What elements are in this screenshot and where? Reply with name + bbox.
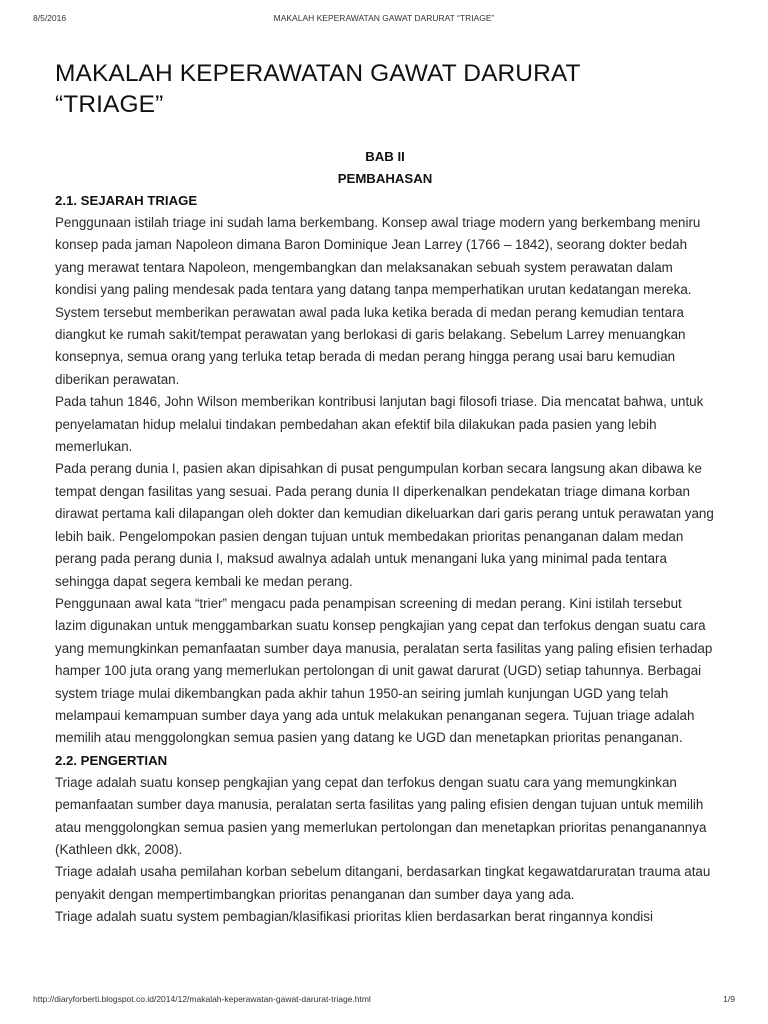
paragraph: Pada tahun 1846, John Wilson memberikan kontribusi lanjutan bagi filosofi triase. Dia mencatat bahwa, untuk penyelamatan hidup melalui tindakan pembedahan akan efektif bila dilakukan pada pasien yang lebih memerlukan.	[55, 394, 704, 455]
document-title-line1: MAKALAH KEPERAWATAN GAWAT DARURAT	[55, 60, 581, 87]
print-page-title: MAKALAH KEPERAWATAN GAWAT DARURAT “TRIAGE”	[273, 13, 495, 23]
print-url: http://diaryforberti.blogspot.co.id/2014/12/makalah-keperawatan-gawat-darurat-triage.html	[33, 994, 371, 1004]
section-heading-pengertian: 2.2. PENGERTIAN	[55, 752, 168, 768]
chapter-title: PEMBAHASAN	[337, 171, 433, 186]
paragraph: Triage adalah suatu system pembagian/klasifikasi prioritas klien berdasarkan berat ringannya kondisi	[55, 909, 653, 925]
print-date: 8/5/2016	[33, 13, 67, 23]
paragraph: Triage adalah usaha pemilahan korban sebelum ditangani, berdasarkan tingkat kegawatdaruratan trauma atau penyakit dengan mempertimbangkan prioritas penanganan dan sumber daya yang ada.	[55, 864, 711, 902]
paragraph: Pada perang dunia I, pasien akan dipisahkan di pusat pengumpulan korban secara langsung akan dibawa ke tempat dengan fasilitas yang sesuai. Pada perang dunia II diperkenalkan pendekatan triage dimana korban dirawat pertama kali dilapangan oleh dokter dan kemudian dikeluarkan dari garis perang untuk perawatan yang lebih baik. Pengelompokan pasien dengan tujuan untuk membedakan prioritas penanganan dalam medan perang pada perang dunia I, maksud awalnya adalah untuk menangani luka yang minimal pada tentara sehingga dapat segera kembali ke medan perang.	[55, 461, 714, 589]
paragraph: Penggunaan istilah triage ini sudah lama berkembang. Konsep awal triage modern yang berkembang meniru konsep pada jaman Napoleon dimana Baron Dominique Jean Larrey (1766 – 1842), seorang dokter bedah yang merawat tentara Napoleon, mengembangkan dan melaksanakan sebuah system perawatan dalam kondisi yang paling mendesak pada tentara yang datang tanpa memperhatikan urutan kedatangan mereka. System tersebut memberikan perawatan awal pada luka ketika berada di medan perang kemudian tentara diangkut ke rumah sakit/tempat perawatan yang berlokasi di garis belakang. Sebelum Larrey menuangkan konsepnya, semua orang yang terluka tetap berada di medan perang hingga perang usai baru kemudian diberikan perawatan.	[55, 215, 701, 387]
document-body	[55, 58, 715, 929]
document-title-line2: “TRIAGE”	[55, 91, 164, 118]
chapter-label: BAB II	[365, 149, 405, 164]
paragraph: Penggunaan awal kata “trier” mengacu pada penampisan screening di medan perang. Kini istilah tersebut lazim digunakan untuk menggambarkan suatu konsep pengkajian yang cepat dan terfokus dengan suatu cara yang memungkinkan pemanfaatan sumber daya manusia, peralatan serta fasilitas yang paling efisien terhadap hamper 100 juta orang yang memerlukan pertolongan di unit gawat darurat (UGD) setiap tahunnya. Berbagai system triage mulai dikembangkan pada akhir tahun 1950-an seiring jumlah kunjungan UGD yang telah melampaui kemampuan sumber daya yang ada untuk melakukan penanganan segera. Tujuan triage adalah memilih atau menggolongkan semua pasien yang datang ke UGD dan menetapkan prioritas penanganan.	[55, 595, 713, 746]
section-heading-sejarah: 2.1. SEJARAH TRIAGE	[55, 193, 198, 208]
paragraph: Triage adalah suatu konsep pengkajian yang cepat dan terfokus dengan suatu cara yang memungkinkan pemanfaatan sumber daya manusia, peralatan serta fasilitas yang paling efisien dengan tujuan untuk memilih atau menggolongkan semua pasien yang memerlukan pertolongan dan menetapkan prioritas penanganannya (Kathleen dkk, 2008).	[55, 774, 707, 857]
document-title	[55, 58, 715, 120]
print-page-number: 1/9	[723, 994, 735, 1004]
